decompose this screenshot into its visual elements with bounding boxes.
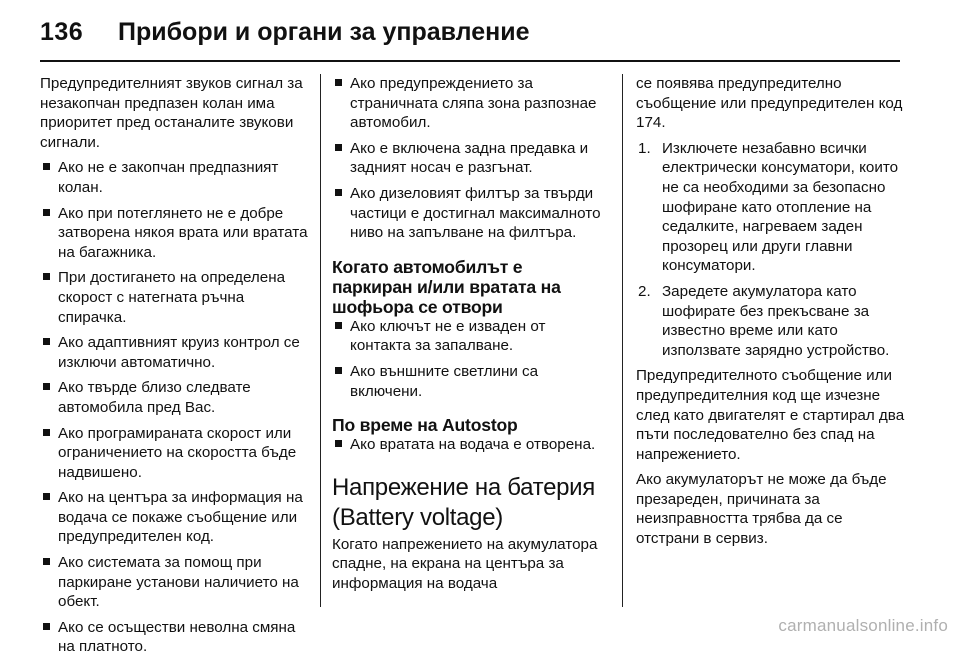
list-item: Ако дизеловият филтър за твърди частици е достигнал максималното ниво на запълване на филтъра. [332,184,604,243]
list-item: Ако адаптивният круиз контрол се изключи автоматично. [40,333,308,372]
list-item: Ако вратата на водача е отворена. [332,435,604,455]
step-item [636,139,910,276]
column-2 [332,74,604,600]
continuation-paragraph: се появява предупредително съобщение или предупредителен код 174. [636,75,903,132]
subheading-parked: Когато автомобилът е паркиран и/или вратата на шофьора се отвори [332,256,561,317]
list-item: Ако на центъра за информация на водача се покаже съобщение или предупредителен код. [40,488,308,547]
list-item: Ако програмираната скорост или ограничението на скоростта бъде надвишено. [40,424,308,483]
warning-chime-list-continued [332,74,604,243]
list-item: Ако твърде близо следвате автомобила пред Вас. [40,378,308,417]
column-3 [636,74,910,555]
list-item: Ако е включена задна предавка и задният носач е разгънат. [332,139,604,178]
step-number: 2. [638,282,651,300]
list-item: Ако външните светлини са включени. [332,362,604,401]
list-item: Ако при потеглянето не е добре затворена някоя врата или вратата на багажника. [40,204,308,263]
section-heading-battery: Напрежение на батерия (Battery voltage) [332,473,595,531]
warning-chime-list [40,158,308,657]
list-item: Ако не е закопчан предпазният колан. [40,158,308,197]
list-item: Ако предупреждението за страничната сляпа зона разпознае автомобил. [332,74,604,133]
steps-list [636,139,910,361]
step-item [636,282,910,360]
column-divider [320,74,321,607]
list-item: При достигането на определена скорост с натегната ръчна спирачка. [40,268,308,327]
parked-list [332,317,604,401]
list-item: Ако ключът не е изваден от контакта за запалване. [332,317,604,356]
paragraph: Предупредителното съобщение или предупредителния код ще изчезне след като двигателят е стартирал два пъти последователно без спад на напрежението. [636,367,905,463]
step-text: Изключете незабавно всички електрически консуматори, които не са необходими за безопасно шофиране като отопление на седалките, нагреваем заден прозорец или други главни консуматори. [662,139,899,275]
step-number: 1. [638,139,651,157]
autostop-list [332,435,604,455]
intro-paragraph: Предупредителният звуков сигнал за незакопчан предпазен колан има приоритет пред останалите звукови сигнали. [40,75,303,151]
column-1 [40,74,308,663]
header-rule [40,60,900,62]
subheading-autostop: По време на Autostop [332,415,518,436]
list-item: Ако системата за помощ при паркиране установи наличието на обект. [40,553,308,612]
page-number: 136 [40,18,84,46]
step-text: Заредете акумулатора като шофирате без прекъсване за известно време или като използвате зарядно устройство. [662,282,890,359]
battery-paragraph: Когато напрежението на акумулатора спадне, на екрана на центъра за информация на водача [332,535,598,592]
column-divider [622,74,623,607]
list-item: Ако се осъществи неволна смяна на платното. [40,618,308,657]
page-title: Прибори и органи за управление [118,18,530,46]
paragraph: Ако акумулаторът не може да бъде презареден, причината за неизправността трябва да се отстрани в сервиз. [636,471,887,548]
watermark: carmanualsonline.info [778,616,948,635]
